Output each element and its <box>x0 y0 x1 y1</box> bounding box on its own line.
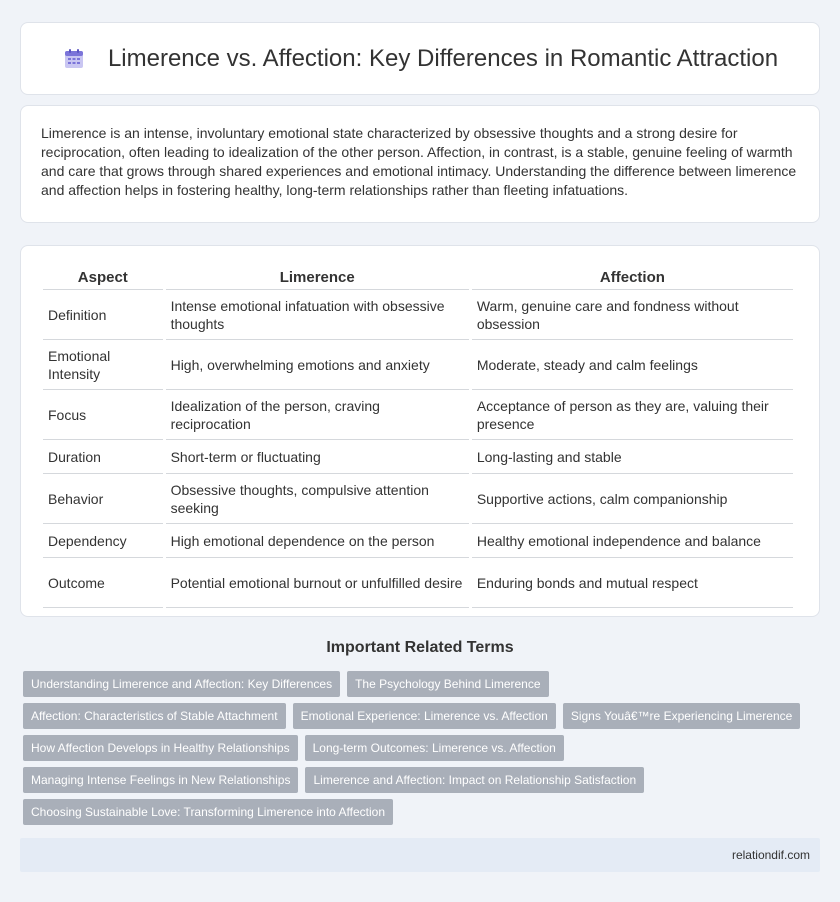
affection-cell: Acceptance of person as they are, valuing their presence <box>472 390 793 440</box>
header-aspect: Aspect <box>43 264 163 290</box>
limerence-cell: Obsessive thoughts, compulsive attention seeking <box>166 474 469 524</box>
calendar-icon <box>62 47 86 71</box>
table-row <box>43 524 793 558</box>
affection-cell: Supportive actions, calm companionship <box>472 474 793 524</box>
table-row <box>43 340 793 390</box>
limerence-cell: High, overwhelming emotions and anxiety <box>166 340 469 390</box>
related-term-link[interactable]: Understanding Limerence and Affection: Key Differences <box>23 671 340 697</box>
related-terms-title: Important Related Terms <box>326 639 514 656</box>
table-row <box>43 390 793 440</box>
related-term-link[interactable]: Signs Youâ€™re Experiencing Limerence <box>563 703 800 729</box>
aspect-cell: Outcome <box>43 558 163 608</box>
table-row <box>43 440 793 474</box>
limerence-cell: Intense emotional infatuation with obsessive thoughts <box>166 290 469 340</box>
related-term-link[interactable]: Limerence and Affection: Impact on Relationship Satisfaction <box>305 767 644 793</box>
limerence-cell: Idealization of the person, craving reciprocation <box>166 390 469 440</box>
site-name[interactable]: relationdif.com <box>731 848 810 862</box>
table-row <box>43 290 793 340</box>
aspect-cell: Definition <box>43 290 163 340</box>
limerence-cell: Potential emotional burnout or unfulfilled desire <box>166 558 469 608</box>
intro-card <box>20 105 820 223</box>
comparison-table-card <box>20 245 820 617</box>
related-term-link[interactable]: Emotional Experience: Limerence vs. Affection <box>293 703 556 729</box>
aspect-cell: Focus <box>43 390 163 440</box>
limerence-cell: High emotional dependence on the person <box>166 524 469 558</box>
affection-cell: Long-lasting and stable <box>472 440 793 474</box>
header-card <box>20 22 820 95</box>
aspect-cell: Behavior <box>43 474 163 524</box>
aspect-cell: Dependency <box>43 524 163 558</box>
affection-cell: Healthy emotional independence and balance <box>472 524 793 558</box>
intro-paragraph: Limerence is an intense, involuntary emotional state characterized by obsessive thoughts and a strong desire for reciprocation, often leading to idealization of the other person. Affection, in contrast, is a stable, genuine feeling of warmth and care that grows through shared experiences and emotional intimacy. Understanding the difference between limerence and affection helps in fostering healthy, long-term relationships rather than fleeting infatuations. <box>41 125 797 198</box>
table-row <box>43 474 793 524</box>
related-term-link[interactable]: Managing Intense Feelings in New Relationships <box>23 767 298 793</box>
related-term-link[interactable]: Affection: Characteristics of Stable Attachment <box>23 703 286 729</box>
table-header-row <box>43 264 793 290</box>
limerence-cell: Short-term or fluctuating <box>166 440 469 474</box>
page-title: Limerence vs. Affection: Key Differences in Romantic Attraction <box>107 44 779 72</box>
related-term-link[interactable]: How Affection Develops in Healthy Relationships <box>23 735 298 761</box>
related-term-link[interactable]: Long-term Outcomes: Limerence vs. Affection <box>305 735 564 761</box>
affection-cell: Warm, genuine care and fondness without obsession <box>472 290 793 340</box>
related-term-link[interactable]: The Psychology Behind Limerence <box>347 671 548 697</box>
table-row <box>43 558 793 608</box>
related-terms-list <box>23 671 813 831</box>
header-affection: Affection <box>472 264 793 290</box>
related-term-link[interactable]: Choosing Sustainable Love: Transforming Limerence into Affection <box>23 799 393 825</box>
aspect-cell: Emotional Intensity <box>43 340 163 390</box>
affection-cell: Moderate, steady and calm feelings <box>472 340 793 390</box>
affection-cell: Enduring bonds and mutual respect <box>472 558 793 608</box>
header-limerence: Limerence <box>166 264 469 290</box>
comparison-table <box>40 264 796 608</box>
footer <box>20 838 820 872</box>
aspect-cell: Duration <box>43 440 163 474</box>
